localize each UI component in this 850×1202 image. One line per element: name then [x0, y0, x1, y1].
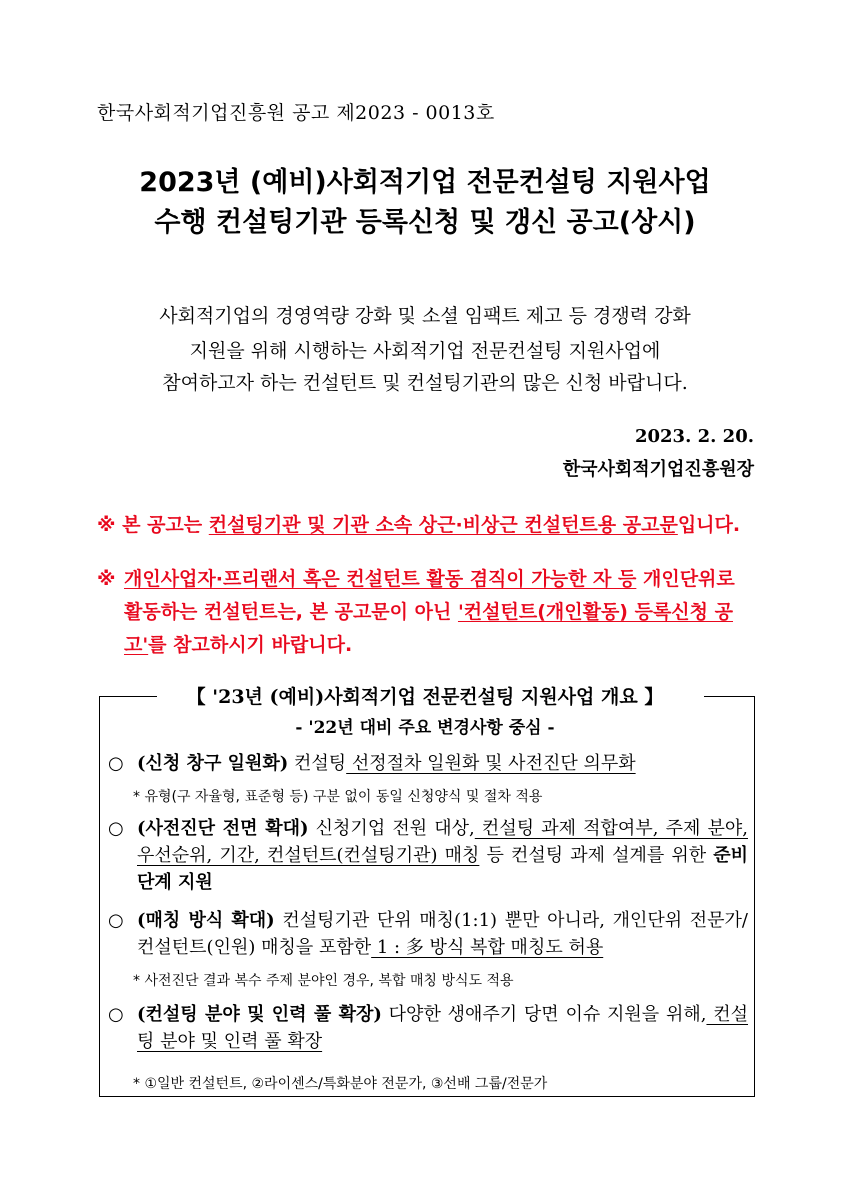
page-title-line1: 2023년 (예비)사회적기업 전문컨설팅 지원사업 — [139, 167, 711, 198]
item-underlined-text: 1 : 多 방식 복합 매칭도 허용 — [371, 937, 604, 958]
overview-item — [108, 907, 748, 961]
warning-text: 입니다. — [677, 514, 741, 536]
notice-number: 한국사회적기업진흥원 공고 제2023 - 0013호 — [97, 102, 495, 124]
overview-item-body — [137, 907, 748, 961]
overview-item — [108, 1001, 748, 1055]
warning-underlined-text: 개인사업자·프리랜서 혹은 컨설턴트 활동 겸직이 가능한 자 등 — [124, 568, 637, 590]
overview-item-body — [137, 750, 748, 777]
item-text: 컨설팅기관 단위 매칭(1:1) 뿐만 아니라, 개인단위 전문가/컨설턴트(인원) 매칭을 포함한 — [137, 910, 748, 958]
warning-text: 개인단위로 활동하는 컨설턴트는, 본 공고문이 아닌 — [124, 568, 735, 623]
warning-text: 본 공고는 — [122, 514, 209, 536]
item-heading: (사전진단 전면 확대) — [137, 818, 309, 839]
item-heading: (컨설팅 분야 및 인력 풀 확장) — [137, 1004, 382, 1025]
warning-underlined-text: '컨설턴트(개인활동) 등록신청 공고' — [124, 601, 733, 656]
item-text: 신청기업 전원 대상, — [308, 818, 475, 839]
overview-item — [108, 750, 748, 777]
bullet-circle-icon: ○ — [108, 818, 124, 839]
item-text: 컨설팅 — [288, 753, 347, 774]
item-underlined-text: 컨설팅 과제 적합여부, 주제 분야, 우선순위, 기간, 컨설턴트(컨설팅기관) 매칭 — [137, 818, 748, 866]
item-heading: (신청 창구 일원화) — [137, 753, 289, 774]
notice-date: 2023. 2. 20. — [634, 426, 754, 447]
warning-underlined-text: 컨설팅기관 및 기관 소속 상근·비상근 컨설턴트용 공고문 — [208, 514, 678, 536]
intro-line: 참여하고자 하는 컨설턴트 및 컨설팅기관의 많은 신청 바랍니다. — [162, 372, 688, 394]
item-underlined-text: 선정절차 일원화 및 사전진단 의무화 — [346, 753, 636, 774]
overview-item-body — [137, 1001, 748, 1055]
bullet-circle-icon: ○ — [108, 753, 124, 774]
warning-notice-2 — [97, 563, 757, 662]
bullet-circle-icon: ○ — [108, 1004, 124, 1025]
warning-notice-1 — [97, 510, 757, 537]
reference-mark-icon: ※ — [97, 514, 116, 536]
intro-line: 지원을 위해 시행하는 사회적기업 전문컨설팅 지원사업에 — [189, 340, 661, 362]
overview-box-title: 【 '23년 (예비)사회적기업 전문컨설팅 지원사업 개요 】 — [186, 686, 664, 708]
page-title-line2: 수행 컨설팅기관 등록신청 및 갱신 공고(상시) — [154, 207, 696, 238]
intro-line: 사회적기업의 경영역량 강화 및 소셜 임팩트 제고 등 경쟁력 강화 — [159, 305, 691, 327]
overview-item — [108, 815, 748, 896]
item-heading: (매칭 방식 확대) — [137, 910, 275, 931]
issuer-name: 한국사회적기업진흥원장 — [562, 459, 754, 480]
item-emphasis: 준비단계 지원 — [137, 845, 748, 893]
item-text: 등 컨설팅 과제 설계를 위한 — [479, 845, 714, 866]
item-note: * 유형(구 자율형, 표준형 등) 구분 없이 동일 신청양식 및 절차 적용 — [133, 789, 543, 805]
warning-body — [124, 563, 757, 662]
item-note: * ①일반 컨설턴트, ②라이센스/특화분야 전문가, ③선배 그룹/전문가 — [133, 1076, 548, 1092]
item-note: * 사전진단 결과 복수 주제 분야인 경우, 복합 매칭 방식도 적용 — [133, 973, 514, 989]
overview-item-body — [137, 815, 748, 896]
item-text: 다양한 생애주기 당면 이슈 지원을 위해, — [381, 1004, 707, 1025]
bullet-circle-icon: ○ — [108, 910, 124, 931]
item-underlined-text: 컨설팅 분야 및 인력 풀 확장 — [137, 1004, 749, 1052]
warning-text: 를 참고하시기 바랍니다. — [148, 634, 353, 656]
reference-mark-icon: ※ — [97, 568, 116, 590]
overview-box-subtitle: - '22년 대비 주요 변경사항 중심 - — [295, 718, 555, 738]
